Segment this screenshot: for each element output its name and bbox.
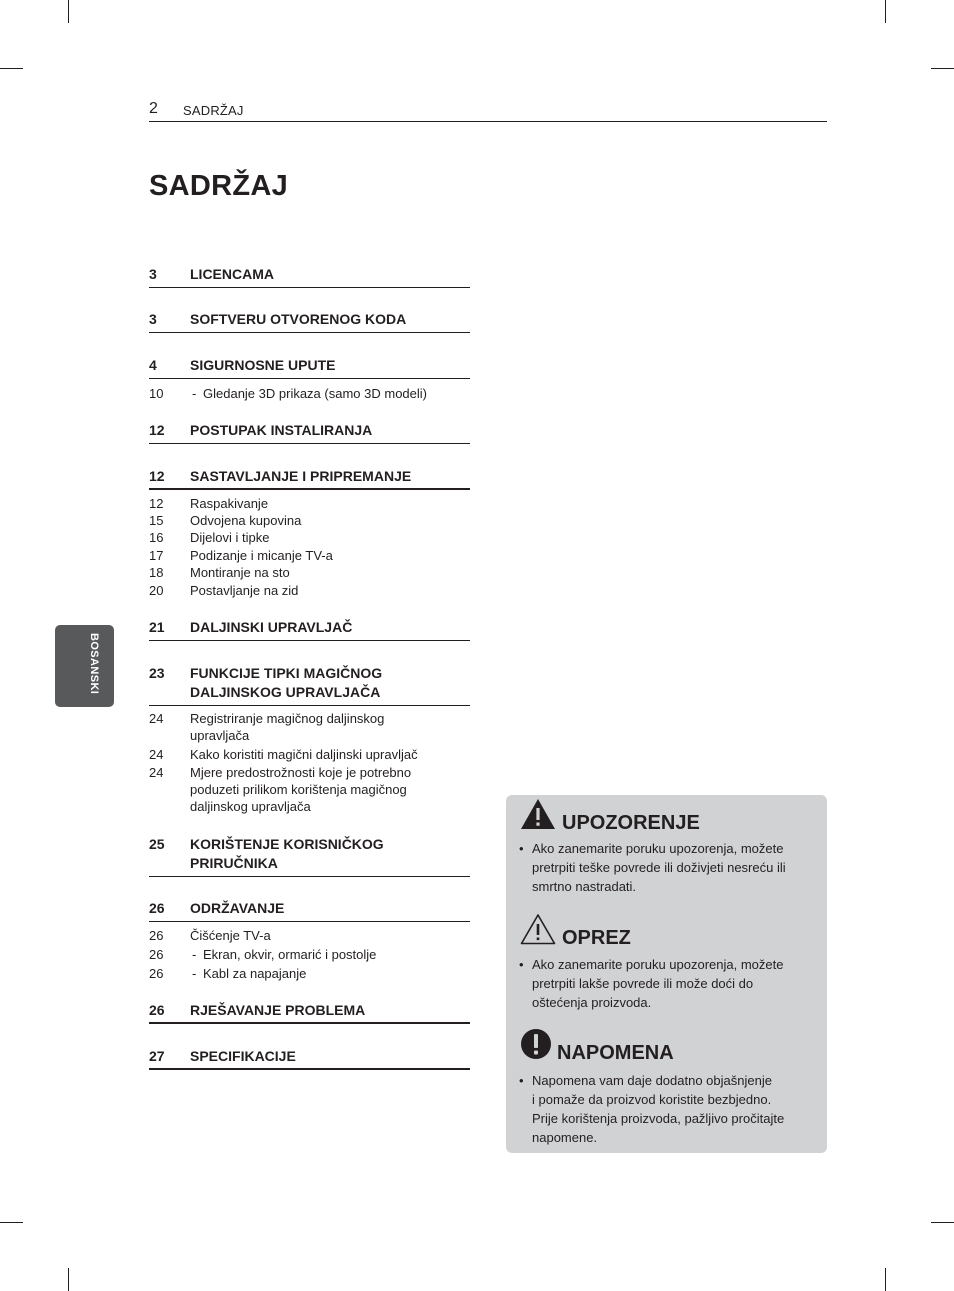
- toc-rule: [149, 378, 470, 379]
- toc-title-line: PRIRUČNIKA: [190, 855, 278, 871]
- toc-title: Dijelovi i tipke: [190, 530, 270, 545]
- crop-mark: [885, 0, 886, 23]
- toc-rule: [149, 640, 470, 641]
- text-line: Ako zanemarite poruku upozorenja, možete: [532, 841, 784, 856]
- toc-page: 16: [149, 530, 164, 545]
- page-title: SADRŽAJ: [149, 170, 289, 202]
- toc-title: DALJINSKI UPRAVLJAČ: [190, 619, 353, 635]
- toc-title-line: Mjere predostrožnosti koje je potrebno: [190, 765, 412, 780]
- toc-page: 24: [149, 747, 164, 762]
- toc-page: 12: [149, 496, 164, 511]
- toc-title: Kako koristiti magični daljinski upravljač: [190, 747, 418, 762]
- toc-title: POSTUPAK INSTALIRANJA: [190, 422, 373, 438]
- toc-title: SPECIFIKACIJE: [190, 1048, 296, 1064]
- exclamation-circle-icon: [520, 1028, 552, 1060]
- toc-page: 12: [149, 422, 165, 438]
- toc-title-line: DALJINSKOG UPRAVLJAČA: [190, 684, 381, 700]
- toc-rule: [149, 287, 470, 288]
- toc-title-line: poduzeti prilikom korištenja magičnog: [190, 782, 407, 797]
- toc-title: Ekran, okvir, ormarić i postolje: [203, 947, 377, 962]
- text-line: Ako zanemarite poruku upozorenja, možete: [532, 957, 784, 972]
- bullet: •: [519, 841, 524, 856]
- toc-rule: [149, 705, 470, 706]
- toc-title: RJEŠAVANJE PROBLEMA: [190, 1002, 366, 1018]
- toc-title: Raspakivanje: [190, 496, 269, 511]
- toc-page: 3: [149, 266, 157, 282]
- crop-mark: [0, 1222, 23, 1223]
- toc-page: 25: [149, 836, 165, 852]
- note-heading: [520, 1028, 820, 1064]
- text-line: i pomaže da proizvod koristite bezbjedno.: [532, 1092, 772, 1107]
- toc-rule: [149, 332, 470, 333]
- toc-title-line: daljinskog upravljača: [190, 799, 311, 814]
- header-section: SADRŽAJ: [183, 103, 244, 118]
- toc-title-line: KORIŠTENJE KORISNIČKOG: [190, 836, 384, 852]
- toc-title: SOFTVERU OTVORENOG KODA: [190, 311, 407, 327]
- toc-title: Montiranje na sto: [190, 565, 290, 580]
- toc-title-line: Registriranje magičnog daljinskog: [190, 711, 385, 726]
- toc-page: 12: [149, 468, 165, 484]
- text-line: pretrpiti lakše povrede ili može doći do: [532, 976, 754, 991]
- toc-page: 20: [149, 583, 164, 598]
- toc-rule: [149, 876, 470, 877]
- toc-title: Podizanje i micanje TV-a: [190, 548, 333, 563]
- crop-mark: [931, 1222, 954, 1223]
- notice-box: [506, 795, 827, 1153]
- toc-title-line: FUNKCIJE TIPKI MAGIČNOG: [190, 665, 383, 681]
- text-line: Prije korištenja proizvoda, pažljivo pročitajte: [532, 1111, 785, 1126]
- text-line: oštećenja proizvoda.: [532, 995, 652, 1010]
- crop-mark: [931, 68, 954, 69]
- bullet: •: [519, 957, 524, 972]
- toc-page: 26: [149, 1002, 165, 1018]
- toc-title: Kabl za napajanje: [203, 966, 307, 981]
- toc-dash: -: [192, 386, 197, 401]
- language-tab: [55, 625, 114, 707]
- toc-title: SASTAVLJANJE I PRIPREMANJE: [190, 468, 412, 484]
- toc-rule: [149, 1068, 470, 1070]
- note-title: NAPOMENA: [557, 1042, 674, 1064]
- crop-mark: [885, 1268, 886, 1291]
- toc-rule: [149, 921, 470, 922]
- toc-title: [190, 664, 470, 702]
- toc-rule: [149, 443, 470, 444]
- toc-title-line: upravljača: [190, 728, 250, 743]
- crop-mark: [0, 68, 23, 69]
- toc-title: [190, 764, 470, 815]
- toc-title: LICENCAMA: [190, 266, 274, 282]
- text-line: napomene.: [532, 1130, 598, 1145]
- toc-page: 23: [149, 665, 165, 681]
- warning-heading: [520, 798, 820, 834]
- crop-mark: [68, 0, 69, 23]
- caution-icon: [520, 913, 556, 945]
- caution-heading: [520, 913, 820, 949]
- running-header: [149, 100, 827, 122]
- toc-page: 26: [149, 947, 164, 962]
- toc-page: 21: [149, 619, 165, 635]
- toc-title: SIGURNOSNE UPUTE: [190, 357, 336, 373]
- toc-page: 10: [149, 386, 164, 401]
- toc-title: Odvojena kupovina: [190, 513, 302, 528]
- toc-title: Gledanje 3D prikaza (samo 3D modeli): [203, 386, 427, 401]
- warning-title: UPOZORENJE: [562, 812, 700, 834]
- toc-title: Postavljanje na zid: [190, 583, 299, 598]
- toc-page: 3: [149, 311, 157, 327]
- toc-page: 18: [149, 565, 164, 580]
- caution-title: OPREZ: [562, 927, 631, 949]
- crop-mark: [68, 1268, 69, 1291]
- toc-page: 24: [149, 711, 164, 726]
- toc-title: [190, 835, 470, 873]
- toc-page: 15: [149, 513, 164, 528]
- text-line: Napomena vam daje dodatno objašnjenje: [532, 1073, 772, 1088]
- toc-rule: [149, 1022, 470, 1024]
- toc-dash: -: [192, 947, 197, 962]
- toc-page: 4: [149, 357, 157, 373]
- toc-title: Čišćenje TV-a: [190, 928, 271, 943]
- toc-title: [190, 710, 470, 744]
- toc-page: 26: [149, 966, 164, 981]
- language-tab-label: BOSANSKI: [88, 633, 100, 695]
- toc-page: 26: [149, 928, 164, 943]
- toc-title: ODRŽAVANJE: [190, 900, 285, 916]
- bullet: •: [519, 1073, 524, 1088]
- toc-rule: [149, 488, 470, 490]
- toc-dash: -: [192, 966, 197, 981]
- page-number: 2: [149, 100, 158, 117]
- toc-page: 27: [149, 1048, 165, 1064]
- toc-page: 17: [149, 548, 164, 563]
- toc-page: 26: [149, 900, 165, 916]
- text-line: pretrpiti teške povrede ili doživjeti nesreću ili: [532, 860, 786, 875]
- toc-page: 24: [149, 765, 164, 780]
- text-line: smrtno nastradati.: [532, 879, 637, 894]
- warning-icon: [520, 798, 556, 830]
